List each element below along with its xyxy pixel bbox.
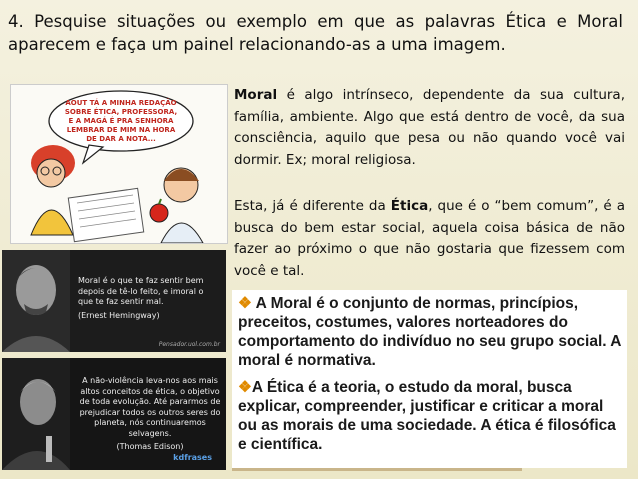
moral-description: é algo intrínseco, dependente da sua cultura, família, ambiente. Algo que está dentro de você, da sua consciência, aquilo que pesa ou não quando você vai dormir. Ex; moral religiosa.: [234, 87, 625, 168]
etica-definition: [238, 378, 623, 454]
slide-heading: 4. Pesquise situações ou exemplo em que as palavras Ética e Moral aparecem e faça um painel relacionando-as a uma imagem.: [8, 12, 623, 54]
kdfrases-logo: kdfrases: [173, 453, 212, 462]
etica-description: , que é o “bem comum”, é a busca do bem estar social, aquela coisa básica de não fazer ao próximo o que não gostaria que fizessem com você e tal.: [234, 198, 626, 279]
hemingway-signature: Pensador.uol.com.br: [158, 341, 220, 348]
speech-line-5: DE DAR A NOTA...: [86, 135, 156, 143]
moral-term: Moral: [234, 87, 278, 103]
speech-line-2: SOBRE ÉTICA, PROFESSORA,: [64, 108, 178, 116]
etica-term: Ética: [390, 198, 429, 214]
speech-line-4: LEMBRAR DE MIM NA HORA: [66, 126, 176, 134]
diamond-bullet-icon: ❖: [238, 379, 252, 396]
etica-paragraph: [234, 196, 625, 282]
hemingway-portrait: [2, 250, 70, 352]
hemingway-author: (Ernest Hemingway): [78, 310, 160, 320]
definitions-box: [232, 290, 627, 468]
moral-definition-text: A Moral é o conjunto de normas, princípios, preceitos, costumes, valores norteadores do comportamento do indivíduo no seu grupo social. A moral é normativa.: [238, 295, 621, 369]
speech-line-1: AOUT TÁ A MINHA REDAÇÃO: [65, 99, 177, 107]
divider: [232, 468, 522, 471]
hemingway-quote-card: [2, 250, 226, 352]
etica-definition-text: A Ética é a teoria, o estudo da moral, busca explicar, compreender, justificar e criticar a moral ou as morais de uma sociedade. A ética é filosófica e científica.: [238, 379, 616, 453]
moral-paragraph: [234, 85, 625, 171]
etica-intro: Esta, já é diferente da: [234, 198, 391, 214]
edison-quote: [78, 376, 222, 453]
edison-portrait: [2, 358, 70, 470]
moral-definition: [238, 294, 623, 370]
hemingway-quote: [78, 276, 220, 321]
diamond-bullet-icon: ❖: [238, 295, 252, 312]
cartoon-image: [10, 84, 228, 244]
edison-quote-text: A não-violência leva-nos aos mais altos conceitos de ética, o objetivo de toda evolução. Até pararmos de prejudicar todos os outros seres do planeta, nós continuaremos selvagens.: [79, 376, 221, 438]
edison-author: (Thomas Edison): [116, 442, 184, 451]
edison-quote-card: [2, 358, 226, 470]
speech-line-3: E A MAGÁ É PRA SENHORA: [68, 117, 174, 125]
hemingway-quote-text: Moral é o que te faz sentir bem depois de tê-lo feito, e imoral o que te faz sentir mal.: [78, 276, 204, 306]
